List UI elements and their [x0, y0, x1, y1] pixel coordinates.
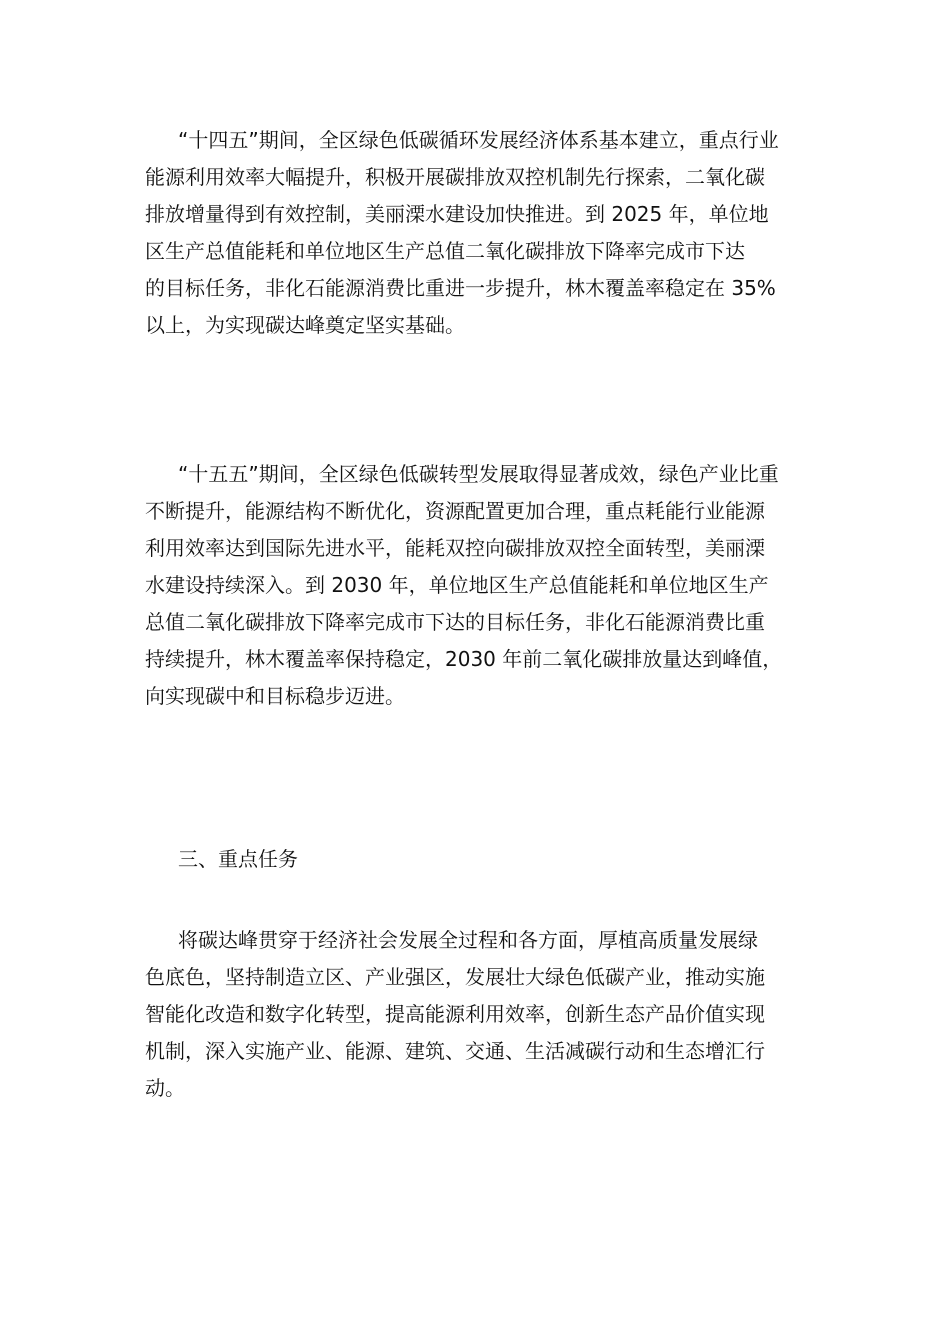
paragraph-14th-five-year-plan: [145, 122, 807, 344]
text-line: 以上，为实现碳达峰奠定坚实基础。: [145, 313, 465, 337]
text-line: 智能化改造和数字化转型，提高能源利用效率，创新生态产品价值实现: [145, 1002, 765, 1026]
text-line: 总值二氧化碳排放下降率完成市下达的目标任务，非化石能源消费比重: [145, 610, 765, 634]
text-line: 将碳达峰贯穿于经济社会发展全过程和各方面，厚植高质量发展绿: [178, 928, 758, 952]
text-line: 持续提升，林木覆盖率保持稳定，2030 年前二氧化碳排放量达到峰值，: [145, 647, 783, 671]
heading-line: 三、重点任务: [178, 847, 298, 871]
paragraph-key-tasks: [145, 922, 807, 1107]
section-heading-key-tasks: [145, 841, 807, 878]
text-line: 色底色，坚持制造立区、产业强区，发展壮大绿色低碳产业，推动实施: [145, 965, 765, 989]
text-line: 机制，深入实施产业、能源、建筑、交通、生活减碳行动和生态增汇行: [145, 1039, 765, 1063]
text-line: 水建设持续深入。到 2030 年，单位地区生产总值能耗和单位地区生产: [145, 573, 769, 597]
text-line: 动。: [145, 1076, 185, 1100]
text-line: 能源利用效率大幅提升，积极开展碳排放双控机制先行探索，二氧化碳: [145, 165, 765, 189]
text-line: 排放增量得到有效控制，美丽溧水建设加快推进。到 2025 年，单位地: [145, 202, 769, 226]
text-line: “十四五”期间，全区绿色低碳循环发展经济体系基本建立，重点行业: [178, 128, 779, 152]
text-line: “十五五”期间，全区绿色低碳转型发展取得显著成效，绿色产业比重: [178, 462, 779, 486]
text-line: 区生产总值能耗和单位地区生产总值二氧化碳排放下降率完成市下达: [145, 239, 745, 263]
text-line: 不断提升，能源结构不断优化，资源配置更加合理，重点耗能行业能源: [145, 499, 765, 523]
text-line: 向实现碳中和目标稳步迈进。: [145, 684, 405, 708]
text-line: 利用效率达到国际先进水平，能耗双控向碳排放双控全面转型，美丽溧: [145, 536, 765, 560]
text-line: 的目标任务，非化石能源消费比重进一步提升，林木覆盖率稳定在 35%: [145, 276, 776, 300]
paragraph-15th-five-year-plan: [145, 456, 807, 715]
